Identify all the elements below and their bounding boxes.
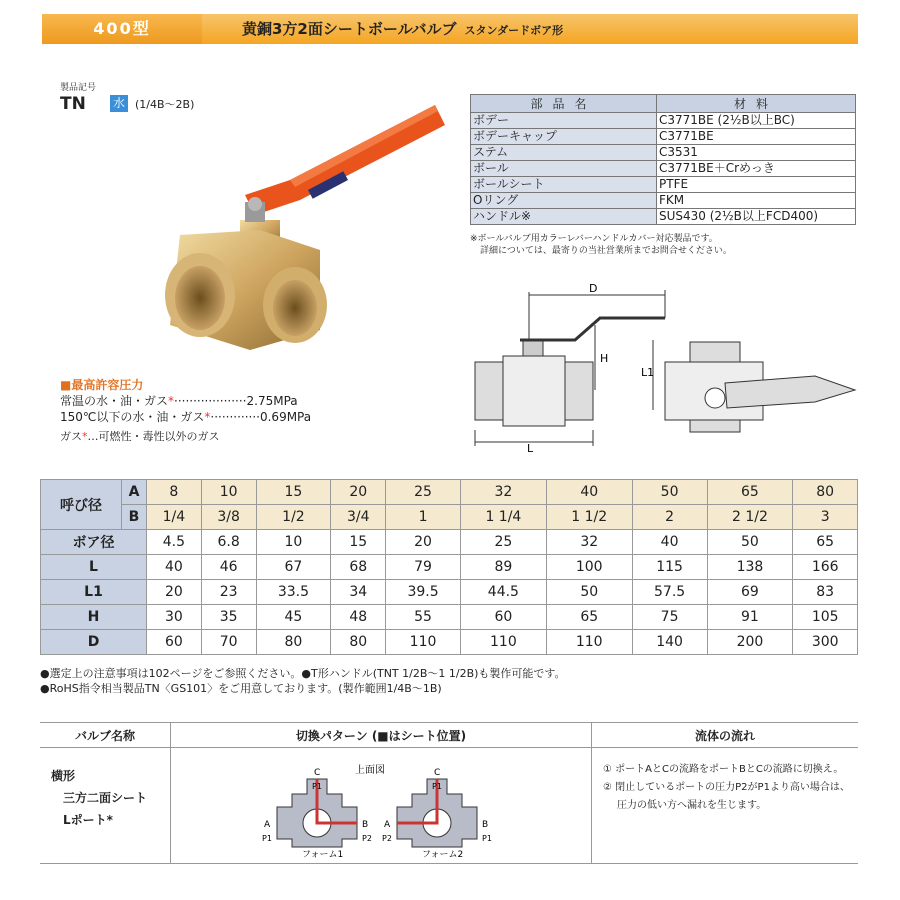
spec-value: 55 — [386, 605, 461, 630]
port-p2-a2: P2 — [382, 834, 392, 843]
spec-value: 23 — [201, 580, 256, 605]
parts-table — [470, 94, 856, 225]
size-a: 80 — [793, 480, 858, 505]
spec-notes — [40, 666, 566, 696]
size-a: 50 — [632, 480, 707, 505]
spec-value: 6.8 — [201, 530, 256, 555]
spec-value: 39.5 — [386, 580, 461, 605]
spec-value: 25 — [460, 530, 546, 555]
spec-value: 166 — [793, 555, 858, 580]
gas-note: …可燃性・毒性以外のガス — [87, 430, 220, 443]
size-a: 20 — [331, 480, 386, 505]
spec-value: 110 — [460, 630, 546, 655]
size-b: 1 1/4 — [460, 505, 546, 530]
spec-value: 69 — [707, 580, 793, 605]
part-name: ハンドル※ — [471, 209, 657, 225]
nominal-label: 呼び径 — [41, 480, 122, 530]
valve-name-1: 横形 — [51, 769, 76, 783]
size-a: 32 — [460, 480, 546, 505]
size-b: 1/2 — [256, 505, 331, 530]
size-a: 25 — [386, 480, 461, 505]
product-code: TN — [60, 94, 86, 114]
pressure-title: ■最高許容圧力 — [60, 378, 144, 392]
spec-value: 30 — [147, 605, 202, 630]
parts-row — [471, 113, 856, 129]
part-name: ボデーキャップ — [471, 129, 657, 145]
size-b: 1 1/2 — [546, 505, 632, 530]
size-b: 1/4 — [147, 505, 202, 530]
port-p1-a1: P1 — [262, 834, 272, 843]
flow-header-valve: バルブ名称 — [40, 723, 171, 748]
parts-row — [471, 193, 856, 209]
port-p1-c1: P1 — [312, 782, 322, 791]
part-name: Oリング — [471, 193, 657, 209]
spec-value: 80 — [331, 630, 386, 655]
top-view-label: 上面図 — [355, 765, 385, 776]
spec-row — [41, 605, 858, 630]
size-b: 3/4 — [331, 505, 386, 530]
dim-h: H — [600, 352, 609, 365]
port-c-1: C — [314, 768, 321, 778]
form-1-label: フォーム1 — [302, 850, 344, 859]
size-a: 40 — [546, 480, 632, 505]
dim-d: D — [589, 282, 598, 295]
asterisk: * — [168, 394, 175, 408]
handle-icon — [245, 105, 445, 215]
spec-value: 32 — [546, 530, 632, 555]
spec-row — [41, 555, 858, 580]
flow-desc-2: ② 閉止しているポートの圧力P2がP1より高い場合は、 — [603, 782, 850, 793]
unit-b: B — [122, 505, 147, 530]
spec-value: 300 — [793, 630, 858, 655]
valve-photo — [150, 100, 450, 370]
size-b: 1 — [386, 505, 461, 530]
parts-header-material: 材料 — [657, 95, 856, 113]
parts-note — [470, 233, 732, 257]
flow-table — [40, 722, 858, 864]
spec-value: 44.5 — [460, 580, 546, 605]
spec-value: 40 — [147, 555, 202, 580]
flow-header-flow: 流体の流れ — [592, 723, 859, 748]
dimension-drawing — [465, 280, 860, 455]
spec-note-2: ●RoHS指令相当製品TN〈GS101〉をご用意しております。(製作範囲1/4B〜1B) — [40, 682, 442, 695]
spec-value: 50 — [707, 530, 793, 555]
pressure-line-1-value: ···················2.75MPa — [174, 394, 298, 408]
spec-value: 89 — [460, 555, 546, 580]
media-badge: 水 — [110, 95, 128, 112]
spec-value: 57.5 — [632, 580, 707, 605]
spec-value: 75 — [632, 605, 707, 630]
size-a: 65 — [707, 480, 793, 505]
parts-row — [471, 209, 856, 225]
spec-value: 200 — [707, 630, 793, 655]
spec-note-1: ●選定上の注意事項は102ページをご参照ください。●T形ハンドル(TNT 1/2B〜1 1/2B)も製作可能です。 — [40, 667, 566, 680]
port-p2-b1: P2 — [362, 834, 372, 843]
part-material: C3771BE (2½B以上BC) — [657, 113, 856, 129]
spec-value: 20 — [147, 580, 202, 605]
spec-value: 65 — [793, 530, 858, 555]
spec-row-label: H — [41, 605, 147, 630]
parts-header-name: 部品名 — [471, 95, 657, 113]
valve-name-2: 三方二面シート — [63, 791, 148, 805]
code-label: 製品記号 — [60, 83, 97, 93]
port-p1-c2: P1 — [432, 782, 442, 791]
spec-row-label: D — [41, 630, 147, 655]
spec-row-label: L1 — [41, 580, 147, 605]
parts-row — [471, 129, 856, 145]
flow-desc-1: ① ポートAとCの流路をポートBとCの流路に切換え。 — [603, 764, 844, 775]
spec-value: 68 — [331, 555, 386, 580]
page-title — [242, 14, 563, 44]
size-a: 10 — [201, 480, 256, 505]
dim-l: L — [527, 442, 534, 455]
port-a-2: A — [384, 820, 391, 830]
pressure-line-2-text: 150℃以下の水・油・ガス — [60, 410, 205, 424]
part-material: C3771BE＋Crめっき — [657, 161, 856, 177]
parts-row — [471, 145, 856, 161]
size-a: 15 — [256, 480, 331, 505]
pressure-line-3 — [60, 428, 220, 444]
parts-note-1: ※ボールバルブ用カラーレバーハンドルカバー対応製品です。 — [470, 234, 718, 244]
pressure-line-2 — [60, 408, 311, 425]
gas-label: ガス — [60, 430, 82, 443]
part-name: ボールシート — [471, 177, 657, 193]
spec-value: 48 — [331, 605, 386, 630]
part-name: ボデー — [471, 113, 657, 129]
title-text: 黄銅3方2面シートボールバルブ — [242, 20, 457, 38]
spec-value: 115 — [632, 555, 707, 580]
switch-pattern-diagram — [172, 749, 590, 859]
part-name: ステム — [471, 145, 657, 161]
unit-a: A — [122, 480, 147, 505]
size-a: 8 — [147, 480, 202, 505]
part-material: SUS430 (2½B以上FCD400) — [657, 209, 856, 225]
valve-name-cell — [40, 748, 171, 864]
part-material: PTFE — [657, 177, 856, 193]
spec-table — [40, 479, 858, 655]
pressure-line-2-value: ·············0.69MPa — [210, 410, 312, 424]
port-a-1: A — [264, 820, 271, 830]
size-b: 3 — [793, 505, 858, 530]
spec-value: 46 — [201, 555, 256, 580]
spec-value: 45 — [256, 605, 331, 630]
port-b-2: B — [482, 820, 489, 830]
spec-value: 15 — [331, 530, 386, 555]
flow-desc-3: 圧力の低い方へ漏れを生じます。 — [617, 800, 767, 811]
parts-row — [471, 177, 856, 193]
spec-row — [41, 580, 858, 605]
part-material: FKM — [657, 193, 856, 209]
spec-value: 4.5 — [147, 530, 202, 555]
spec-value: 140 — [632, 630, 707, 655]
port-b-1: B — [362, 820, 369, 830]
flow-header-pattern: 切換パターン (■はシート位置) — [171, 723, 592, 748]
spec-value: 138 — [707, 555, 793, 580]
spec-value: 20 — [386, 530, 461, 555]
spec-value: 100 — [546, 555, 632, 580]
form-2-label: フォーム2 — [422, 850, 464, 859]
pressure-line-1 — [60, 392, 298, 409]
port-c-2: C — [434, 768, 441, 778]
spec-value: 33.5 — [256, 580, 331, 605]
port-p1-b2: P1 — [482, 834, 492, 843]
spec-value: 60 — [460, 605, 546, 630]
spec-value: 79 — [386, 555, 461, 580]
parts-row — [471, 161, 856, 177]
spec-value: 91 — [707, 605, 793, 630]
spec-value: 110 — [546, 630, 632, 655]
spec-value: 80 — [256, 630, 331, 655]
part-material: C3531 — [657, 145, 856, 161]
dim-l1: L1 — [641, 366, 655, 379]
size-b: 3/8 — [201, 505, 256, 530]
spec-value: 67 — [256, 555, 331, 580]
spec-value: 40 — [632, 530, 707, 555]
spec-value: 110 — [386, 630, 461, 655]
asterisk: * — [82, 430, 88, 443]
spec-value: 60 — [147, 630, 202, 655]
flow-desc-cell — [592, 748, 859, 864]
spec-value: 65 — [546, 605, 632, 630]
body-icon — [165, 197, 327, 350]
size-b: 2 — [632, 505, 707, 530]
spec-value: 50 — [546, 580, 632, 605]
model-label: 400型 — [42, 14, 202, 44]
spec-row — [41, 630, 858, 655]
valve-name-3: Lポート* — [63, 813, 113, 827]
parts-note-2: 詳細については、最寄りの当社営業所までお問合せください。 — [480, 246, 732, 256]
spec-row-label: L — [41, 555, 147, 580]
header-bar — [42, 14, 858, 44]
pressure-line-1-text: 常温の水・油・ガス — [60, 394, 169, 408]
spec-value: 10 — [256, 530, 331, 555]
pattern-cell — [171, 748, 592, 864]
spec-row-label: ボア径 — [41, 530, 147, 555]
subtitle: スタンダードボア形 — [464, 24, 564, 37]
part-name: ボール — [471, 161, 657, 177]
spec-value: 83 — [793, 580, 858, 605]
asterisk: * — [204, 410, 211, 424]
size-b: 2 1/2 — [707, 505, 793, 530]
spec-value: 105 — [793, 605, 858, 630]
spec-value: 70 — [201, 630, 256, 655]
size-range: (1/4B〜2B) — [135, 98, 195, 111]
spec-value: 35 — [201, 605, 256, 630]
spec-value: 34 — [331, 580, 386, 605]
spec-row — [41, 530, 858, 555]
part-material: C3771BE — [657, 129, 856, 145]
